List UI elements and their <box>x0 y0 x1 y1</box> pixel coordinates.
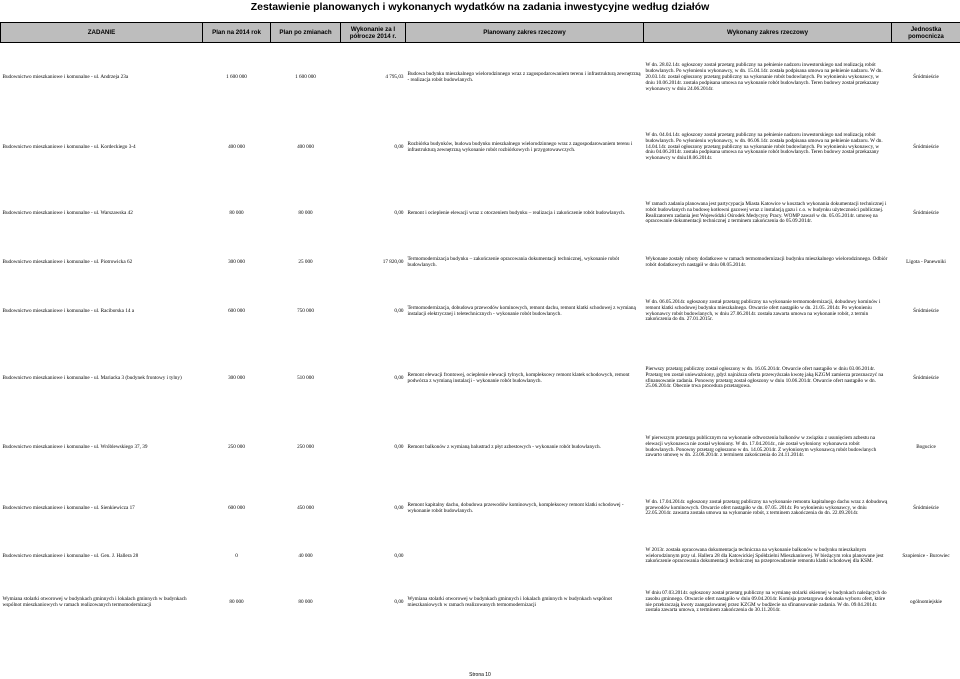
done-scope-cell: W dn. 28.02.14r. ogłoszony został przetarg publiczny na pełnienie nadzoru inwestorskiego nad realizacją robót budowlanych. Po wyłonieniu wykonawcy, w dn. 15.04.14r. została podpisana umowa na pełnienie nadzoru. W dn. 20.03.14r. został ogłoszony przetarg publiczny na wykonanie robót budowlanych. Po wyłonieniu wykonawcy, w dniu 10.06.2014r. została podpisana umowa na wykonanie robót budowlanych. Teren budowy został przekazany wykonawcy w dniu 24.06.2014r. <box>645 61 883 92</box>
plan-changed-cell: 510 000 <box>297 374 314 381</box>
plan-cell: 0 <box>235 552 238 559</box>
done-scope-cell: Pierwszy przetarg publiczny został ogłoszony w dn. 16.05.2014r. Otwarcie ofert nastąpiło w dniu 03.06.2014r. Przetarg ten został unieważniony, gdyż najniższa oferta przewyższała kwotę jaką KZGM zamierza przeznaczyć na sfinansowanie zadania. Ponowny przetarg został ogłoszony w dniu 10.06.2014r. Otwarcie ofert nastąpiło w dn. 25.06.2014r. Obecnie trwa procedura przetargowa. <box>645 365 884 390</box>
table-row <box>1 537 960 577</box>
header-task: ZADANIE <box>1 23 203 43</box>
plan-changed-cell: 40 000 <box>298 552 313 559</box>
planned-scope-cell: Remont i ocieplenie elewacji wraz z otoczeniem budynku – realizacja i zakończenie robót budowlanych. <box>407 209 625 216</box>
unit-cell: Śródmieście <box>913 209 939 216</box>
header-plan: Plan na 2014 rok <box>203 23 271 43</box>
page-title: Zestawienie planowanych i wykonanych wydatków na zadania inwestycyjne według działów <box>250 1 710 13</box>
header-plan-changed: Plan po zmianach <box>271 23 341 43</box>
done-scope-cell: W ramach zadania planowana jest partycypacja Miasta Katowice w kosztach wykonania dokumentacji technicznej i robót budowlanych na budowę kotłowni gazowej wraz z instalacją gazu i c.o. w budynku użyteczności publicznej. Realizatorem zadania jest Wojewódzki Ośrodek Medycyny Pracy. WOMP zawarł w dn. 05.05.2014r. umowę na opracowanie dokumentacji technicznej z terminem zakończenia do 05.09.2014r. <box>645 200 887 225</box>
task-cell: Budownictwo mieszkaniowe i komunalne - ul. Kordeckiego 3-4 <box>2 143 136 150</box>
plan-changed-cell: 80 000 <box>298 209 313 216</box>
table-row <box>1 481 960 537</box>
table-row <box>1 577 960 629</box>
planned-scope-cell: Remont balkonów z wymianą balustrad z płyt azbestowych - wykonanie robót budowlanych. <box>407 443 601 450</box>
execution-cell: 0,00 <box>394 598 404 605</box>
execution-cell: 0,00 <box>394 143 404 150</box>
header-done-scope: Wykonany zakres rzeczowy <box>644 23 892 43</box>
unit-cell: Śródmieście <box>913 73 939 80</box>
done-scope-cell: W dn. 06.05.2014r. ogłoszony został przetarg publiczny na wykonanie termomodernizacji, dobudowy kominów i remont klatki schodowej budynku mieszkalnego. Otwarcie ofert nastąpiło w dn. 21.05. 2014r. Po wyłonieniu wykonawcy robót budowlanych, w dniu 27.06.2014r. została zawarta umowa na wykonanie robót, z termin zakończenia do dn. 27.01.2015r. <box>645 298 881 323</box>
header-planned-scope: Planowany zakres rzeczowy <box>406 23 644 43</box>
planned-scope-cell: Termomodernizacja budynku – zakończenie opracowania dokumentacji technicznej, wykonanie robót budowlanych. <box>407 255 620 268</box>
task-cell: Wymiana stolarki otworowej w budynkach gminnych i lokalach gminnych w budynkach wspólnot mieszkaniowych w ramach realizowanych termomodernizacji <box>2 595 187 608</box>
task-cell: Budownictwo mieszkaniowe i komunalne - ul. Gen. J. Hallera 28 <box>2 552 139 559</box>
plan-changed-cell: 25 000 <box>298 258 313 265</box>
table-row <box>1 183 960 245</box>
investment-table <box>0 22 960 629</box>
table-row <box>1 245 960 281</box>
done-scope-cell: W dn. 17.04.2014r. ogłoszony został przetarg publiczny na wykonanie remontu kapitalnego dachu wraz z dobudową przewodów kominowych. Otwarcie ofert nastąpiło w dn. 07.05. 2014r. Po wyłonieniu wykonawcy, w dniu 22.05.2014r. zawarta została umowa na wykonanie robót, z terminem zakończenia do dn. 22.09.2014r. <box>645 498 888 517</box>
unit-cell: Śródmieście <box>913 307 939 314</box>
task-cell: Budownictwo mieszkaniowe i komunalne - ul. Warszawska 42 <box>2 209 133 216</box>
planned-scope-cell: Remont kapitalny dachu, dobudowa przewodów kominowych, kompleksowy remont klatki schodowej - wykonanie robót budowlanych. <box>407 501 624 514</box>
execution-cell: 0,00 <box>394 307 404 314</box>
table-row <box>1 113 960 183</box>
task-cell: Budownictwo mieszkaniowe i komunalne - ul. Wróblewskiego 37, 39 <box>2 443 148 450</box>
execution-cell: 0,00 <box>394 374 404 381</box>
table-body <box>1 43 960 629</box>
execution-cell: 0,00 <box>394 209 404 216</box>
done-scope-cell: W dniu 07.03.2014r. ogłoszony został przetarg publiczny na wymianę stolarki okiennej w budynkach należących do zasobu gminnego. Otwarcie ofert nastąpiło w dniu 09.04.2014r. Komisja przetargowa dokonała wyboru ofert, które nie przekraczają kwoty zaangażowanej przez KZGM w budżecie na sfinansowanie zadania. W dn. 09.04.2014r. została zawarta umowa, z terminem zakończenia do 30.11.2014r. <box>645 589 887 614</box>
unit-cell: Bogucice <box>916 443 936 450</box>
table-row <box>1 43 960 113</box>
planned-scope-cell: Termomodernizacja, dobudowa przewodów kominowych, remont dachu, remont klatki schodowej z wymianą instalacji elektrycznej i teletechnicznych - wykonanie robót budowlanych. <box>407 304 636 317</box>
plan-cell: 1 600 000 <box>226 73 247 80</box>
planned-scope-cell: Remont elewacji frontowej, ocieplenie elewacji tylnych, kompleksowy remont klatek schodowych, remont podwórza z wymianą instalacji - wykonanie robót budowlanych. <box>407 371 630 384</box>
task-cell: Budownictwo mieszkaniowe i komunalne - ul. Piotrowicka 62 <box>2 258 133 265</box>
unit-cell: Śródmieście <box>913 504 939 511</box>
header-row <box>1 23 960 43</box>
planned-scope-cell: Wymiana stolarki otworowej w budynkach gminnych i lokalach gminnych w budynkach wspólnot mieszkaniowych w ramach realizowanych termomodernizacji <box>407 595 612 608</box>
plan-cell: 600 000 <box>228 307 245 314</box>
planned-scope-cell <box>406 537 644 577</box>
done-scope-cell: Wykonane zostały roboty dodatkowe w ramach termomodernizacji budynku mieszkalnego wielorodzinnego. Odbiór robót dodatkowych nastąpił w dniu 08.05.2014r. <box>645 255 888 268</box>
plan-changed-cell: 400 000 <box>297 143 314 150</box>
task-cell: Budownictwo mieszkaniowe i komunalne - ul. Raciborska 14 a <box>2 307 135 314</box>
table-row <box>1 343 960 415</box>
planned-scope-cell: Budowa budynku mieszkalnego wielorodzinnego wraz z zagospodarowaniem terenu i infrastrukturą zewnętrzną - realizacja robót budowlanych. <box>407 70 641 83</box>
execution-cell: 0,00 <box>394 504 404 511</box>
table-row <box>1 415 960 481</box>
plan-cell: 300 000 <box>228 258 245 265</box>
table-row <box>1 281 960 343</box>
page-number: Strona 10 <box>469 672 491 678</box>
plan-changed-cell: 250 000 <box>297 443 314 450</box>
header-unit: Jednostka pomocnicza <box>892 23 960 43</box>
plan-changed-cell: 1 600 000 <box>295 73 316 80</box>
done-scope-cell: W 2013r. została opracowana dokumentacja techniczna na wykonanie balkonów w budynku mieszkalnym wielorodzinnym przy ul. Hallera 28 dla Katowickiej Spółdzielni Mieszkaniowej. W bieżącym roku planowane jest zakończenie opracowania dokumentacji technicznej na przeprowadzenie remontu klatki schodowej dla KSM. <box>645 546 884 565</box>
execution-cell: 0,00 <box>394 443 404 450</box>
done-scope-cell: W pierwszym przetargu publicznym na wykonanie odtworzenia balkonów w związku z usunięciem azbestu na elewacji wykonawca nie został wyłoniony. W dn. 17.04.2014r., nie został wyłoniony wykonawca robót budowlanych. Ponowny przetarg ogłoszono w dn. 14.05.2014r. Z wyłonionym wykonawcą robót budowlanych zawarto umowę w dn. 23.06.2014r. z terminem zakończenia do 24.11.2014r. <box>645 434 877 459</box>
execution-cell: 0,00 <box>394 552 404 559</box>
unit-cell: ogólnomiejskie <box>910 598 942 605</box>
unit-cell: Ligota - Panewniki <box>906 258 946 265</box>
header-execution: Wykonanie za I półrocze 2014 r. <box>341 23 406 43</box>
plan-cell: 80 000 <box>229 598 244 605</box>
task-cell: Budownictwo mieszkaniowe i komunalne - ul. Andrzeja 23a <box>2 73 129 80</box>
unit-cell: Śródmieście <box>913 374 939 381</box>
task-cell: Budownictwo mieszkaniowe i komunalne - ul. Sienkiewicza 17 <box>2 504 135 511</box>
plan-changed-cell: 450 000 <box>297 504 314 511</box>
execution-cell: 17 820,00 <box>382 258 404 265</box>
unit-cell: Śródmieście <box>913 143 939 150</box>
task-cell: Budownictwo mieszkaniowe i komunalne - ul. Mariacka 3 (budynek frontowy i tylny) <box>2 374 182 381</box>
plan-cell: 80 000 <box>229 209 244 216</box>
plan-cell: 250 000 <box>228 443 245 450</box>
done-scope-cell: W dn. 04.04.14r. ogłoszony został przetarg publiczny na pełnienie nadzoru inwestorskiego nad realizacją robót budowlanych. Po wyłonieniu wykonawcy, w dn. 06.06.14r. została podpisana umowa na pełnienie nadzoru. W dn. 14.04.14r. został ogłoszony przetarg publiczny na wykonanie robót budowlanych. Po wyłonieniu wykonawcy, w dniu 04.06.2014r. została podpisana umowa na wykonanie robót budowlanych. Teren budowy został przekazany wykonawcy w dniu18.06.2014r. <box>645 131 883 162</box>
plan-cell: 300 000 <box>228 374 245 381</box>
plan-cell: 600 000 <box>228 504 245 511</box>
execution-cell: 4 795,03 <box>385 73 404 80</box>
plan-changed-cell: 750 000 <box>297 307 314 314</box>
plan-cell: 400 000 <box>228 143 245 150</box>
plan-changed-cell: 80 000 <box>298 598 313 605</box>
planned-scope-cell: Rozbiórka budynków, budowa budynku mieszkalnego wielorodzinnego wraz z zagospodarowaniem terenu i infrastrukturą zewnętrzną wykonanie robót rozbiórkowych i przygotowawczych. <box>407 140 633 153</box>
unit-cell: Szopienice - Burowiec <box>902 552 950 559</box>
